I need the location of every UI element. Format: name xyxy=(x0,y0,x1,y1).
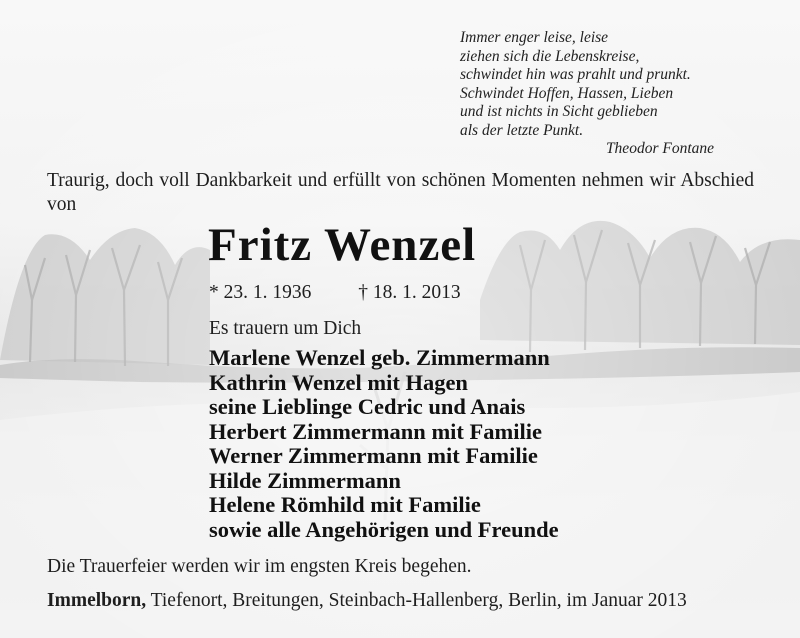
service-note: Die Trauerfeier werden wir im engsten Kreis begehen. xyxy=(47,556,472,577)
mourner-item: Herbert Zimmermann mit Familie xyxy=(209,418,543,444)
life-dates xyxy=(209,282,461,304)
poem-line: und ist nichts in Sicht geblieben xyxy=(460,103,658,120)
poem-block xyxy=(460,29,760,159)
place-rest: Tiefenort, Breitungen, Steinbach-Hallenberg, Berlin, im Januar 2013 xyxy=(146,590,687,611)
mourner-item: Werner Zimmermann mit Familie xyxy=(209,443,538,468)
mourners-list xyxy=(209,346,559,542)
intro-text: Traurig, doch voll Dankbarkeit und erfüllt von schönen Momenten nehmen wir Abschied von xyxy=(47,170,754,215)
poem-line: ziehen sich die Lebenskreise, xyxy=(460,47,640,65)
mourner-item: sowie alle Angehörigen und Freunde xyxy=(209,516,559,542)
mourner-item: seine Lieblinge Cedric und Anais xyxy=(209,394,526,419)
poem-author: Theodor Fontane xyxy=(605,140,714,157)
poem-line: als der letzte Punkt. xyxy=(460,121,584,139)
mourn-intro: Es trauern um Dich xyxy=(209,318,362,339)
poem-line: Schwindet Hoffen, Hassen, Lieben xyxy=(460,84,674,102)
mourner-item: Helene Römhild mit Familie xyxy=(209,492,481,517)
mourner-item: Hilde Zimmermann xyxy=(209,467,401,493)
poem-line: Immer enger leise, leise xyxy=(460,29,609,46)
mourner-item: Marlene Wenzel geb. Zimmermann xyxy=(209,345,550,370)
birth-date: * 23. 1. 1936 xyxy=(209,282,312,303)
mourner-item: Kathrin Wenzel mit Hagen xyxy=(209,369,468,395)
place-town: Immelborn, xyxy=(47,590,147,611)
poem-line: schwindet hin was prahlt und prunkt. xyxy=(460,66,691,83)
death-date: † 18. 1. 2013 xyxy=(358,282,461,303)
deceased-name: Fritz Wenzel xyxy=(208,219,477,271)
place-date-line xyxy=(47,590,687,612)
